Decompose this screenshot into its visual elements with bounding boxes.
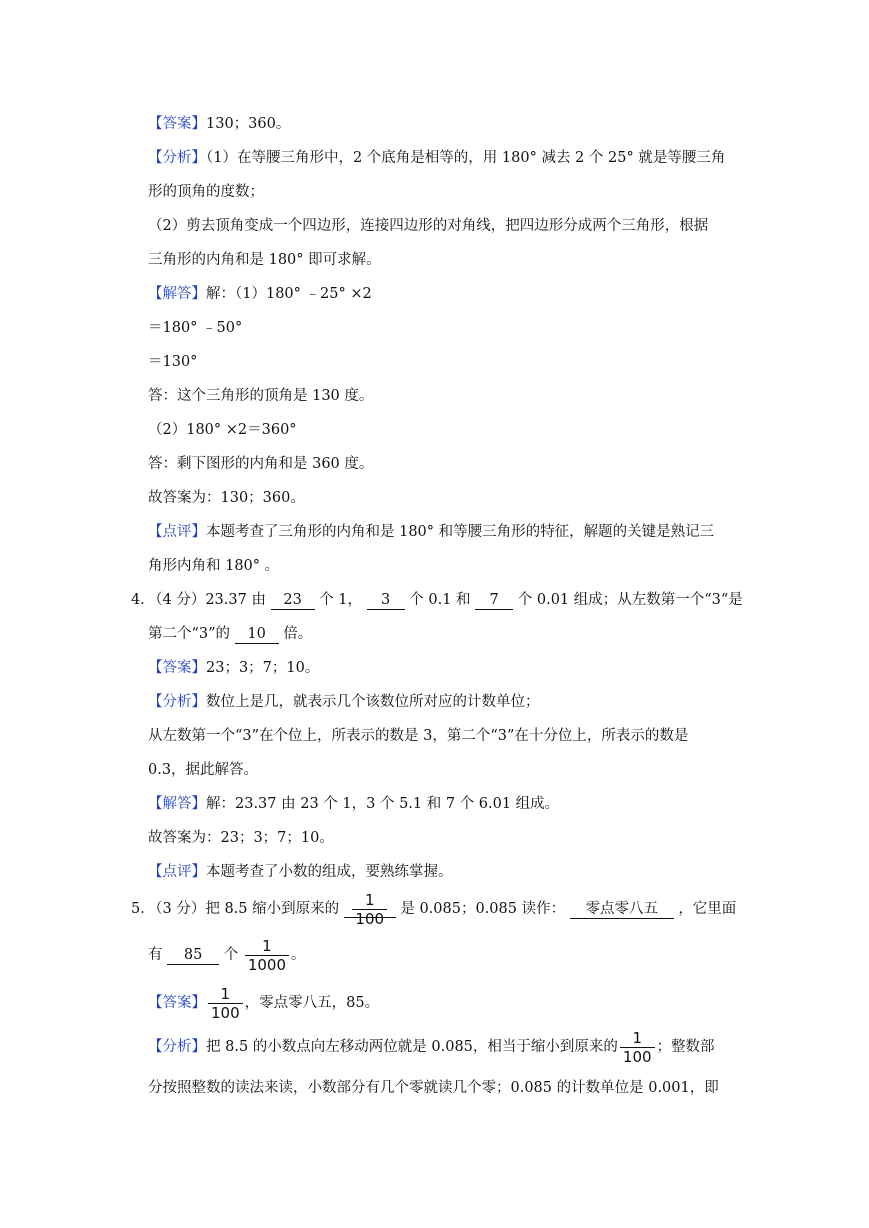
q3-solution-line-4: 答：这个三角形的顶角是 130 度。 bbox=[148, 388, 374, 404]
q4-solution-line-1 bbox=[148, 793, 749, 815]
q5-fraction-2-numerator: 1 bbox=[245, 937, 289, 956]
q3-analysis-line-2: 形的顶角的度数； bbox=[148, 184, 264, 200]
comment-tag: 【点评】 bbox=[148, 524, 206, 540]
q3-answer-line bbox=[148, 113, 749, 135]
q4-stem-part-6: 倍。 bbox=[283, 626, 313, 642]
q3-solution-line-3: ＝130° bbox=[148, 354, 198, 370]
q4-stem-part-4: 个 0.01 组成；从左数第一个“3“是 bbox=[517, 592, 743, 608]
q5-stem-part-2: 是 0.085；0.085 读作： bbox=[400, 901, 566, 917]
q4-blank-3: 7 bbox=[475, 591, 513, 610]
q5-analysis-line-1 bbox=[148, 1026, 749, 1068]
solution-tag: 【解答】 bbox=[148, 286, 206, 302]
q4-stem-line-1 bbox=[131, 589, 749, 611]
q4-blank-4: 10 bbox=[235, 625, 279, 644]
q4-answer-line bbox=[148, 657, 749, 679]
q5-blank-2: 零点零八五 bbox=[570, 900, 674, 919]
q4-blank-1: 23 bbox=[271, 591, 315, 610]
q5-stem-line-2 bbox=[148, 934, 749, 976]
q5-answer-fraction-numerator: 1 bbox=[208, 985, 243, 1004]
comment-tag: 【点评】 bbox=[148, 864, 206, 880]
q5-analysis-line-2: 分按照整数的读法来读，小数部分有几个零就读几个零；0.085 的计数单位是 0.001，即 bbox=[148, 1080, 719, 1096]
q3-solution-line-6: 答：剩下图形的内角和是 360 度。 bbox=[148, 456, 374, 472]
q3-analysis-line-3: （2）剪去顶角变成一个四边形，连接四边形的对角线，把四边形分成两个三角形，根据 bbox=[148, 218, 709, 234]
q4-solution-text-1: 解：23.37 由 23 个 1，3 个 5.1 和 7 个 6.01 组成。 bbox=[206, 796, 560, 812]
q3-comment-line-1 bbox=[148, 521, 749, 543]
q5-fraction-1-numerator: 1 bbox=[352, 891, 387, 910]
q4-blank-2: 3 bbox=[367, 591, 405, 610]
analysis-tag: 【分析】 bbox=[148, 694, 206, 710]
q5-fraction-2-denominator: 1000 bbox=[247, 955, 287, 974]
q5-number: 5． bbox=[131, 901, 155, 917]
analysis-tag: 【分析】 bbox=[148, 1039, 206, 1055]
q5-stem-part-4: 有 bbox=[148, 947, 163, 963]
q5-stem-part-5: 个 bbox=[223, 947, 239, 963]
q5-stem-part-3: ，它里面 bbox=[678, 901, 737, 917]
answer-tag: 【答案】 bbox=[148, 995, 206, 1011]
q4-stem-part-2: 个 1， bbox=[319, 592, 363, 608]
q4-answer: 23；3；7；10。 bbox=[206, 660, 320, 676]
q4-stem-part-5: 第二个“3”的 bbox=[148, 626, 231, 642]
q5-answer-fraction bbox=[208, 985, 243, 1022]
answer-tag: 【答案】 bbox=[148, 116, 206, 132]
q3-analysis-line-4: 三角形的内角和是 180° 即可求解。 bbox=[148, 252, 381, 268]
q3-comment-text-1: 本题考查了三角形的内角和是 180° 和等腰三角形的特征，解题的关键是熟记三 bbox=[206, 524, 715, 540]
q3-answer: 130；360。 bbox=[206, 116, 291, 132]
q5-analysis-fraction-denominator: 100 bbox=[622, 1047, 652, 1066]
q4-solution-line-2: 故答案为：23；3；7；10。 bbox=[148, 830, 334, 846]
q4-analysis-line-2: 从左数第一个“3”在个位上，所表示的数是 3，第二个“3”在十分位上，所表示的数是 bbox=[148, 728, 689, 744]
q4-stem-part-1: （4 分）23.37 由 bbox=[148, 592, 266, 608]
answer-tag: 【答案】 bbox=[148, 660, 206, 676]
q5-fraction-2 bbox=[245, 937, 289, 974]
q5-analysis-text-1b: ；整数部 bbox=[656, 1039, 715, 1055]
q4-number: 4． bbox=[131, 592, 155, 608]
q3-solution-line-7: 故答案为：130；360。 bbox=[148, 490, 305, 506]
q5-stem-line-1 bbox=[131, 888, 749, 930]
q4-comment-line bbox=[148, 861, 749, 883]
q5-blank-3: 85 bbox=[167, 946, 219, 965]
q5-fraction-1-denominator: 100 bbox=[355, 909, 385, 928]
q5-stem-part-6: 。 bbox=[291, 947, 306, 963]
q3-comment-line-2: 角形内角和 180° 。 bbox=[148, 558, 280, 574]
q5-fraction-1 bbox=[352, 891, 387, 928]
q5-analysis-text-1a: 把 8.5 的小数点向左移动两位就是 0.085，相当于缩小到原来的 bbox=[206, 1039, 618, 1055]
q5-answer-line bbox=[148, 982, 749, 1024]
q4-stem-line-2 bbox=[148, 623, 749, 645]
q4-comment-text: 本题考查了小数的组成，要熟练掌握。 bbox=[206, 864, 453, 880]
q3-solution-line-5: （2）180° ×2＝360° bbox=[148, 422, 297, 438]
q4-analysis-line-3: 0.3，据此解答。 bbox=[148, 762, 259, 778]
q5-answer-rest: ，零点零八五，85。 bbox=[244, 995, 380, 1011]
q5-stem-part-1: （3 分）把 8.5 缩小到原来的 bbox=[148, 901, 340, 917]
q4-stem-part-3: 个 0.1 和 bbox=[409, 592, 471, 608]
solution-tag: 【解答】 bbox=[148, 796, 206, 812]
q3-solution-line-1 bbox=[148, 283, 749, 305]
q5-analysis-fraction bbox=[620, 1029, 655, 1066]
q3-solution-line-2: ＝180° ﹣50° bbox=[148, 320, 243, 336]
q3-analysis-text-1: （1）在等腰三角形中，2 个底角是相等的，用 180° 减去 2 个 25° 就是等腰三角 bbox=[206, 150, 726, 166]
q5-analysis-fraction-numerator: 1 bbox=[620, 1029, 655, 1048]
q5-answer-fraction-denominator: 100 bbox=[211, 1003, 240, 1022]
q3-analysis-line-1 bbox=[148, 147, 749, 169]
q3-solution-text-1: 解：（1）180° ﹣25° ×2 bbox=[206, 286, 372, 302]
q4-analysis-line-1 bbox=[148, 691, 749, 713]
q4-analysis-text-1: 数位上是几，就表示几个该数位所对应的计数单位； bbox=[206, 694, 540, 710]
analysis-tag: 【分析】 bbox=[148, 150, 206, 166]
q5-blank-1 bbox=[344, 891, 396, 928]
